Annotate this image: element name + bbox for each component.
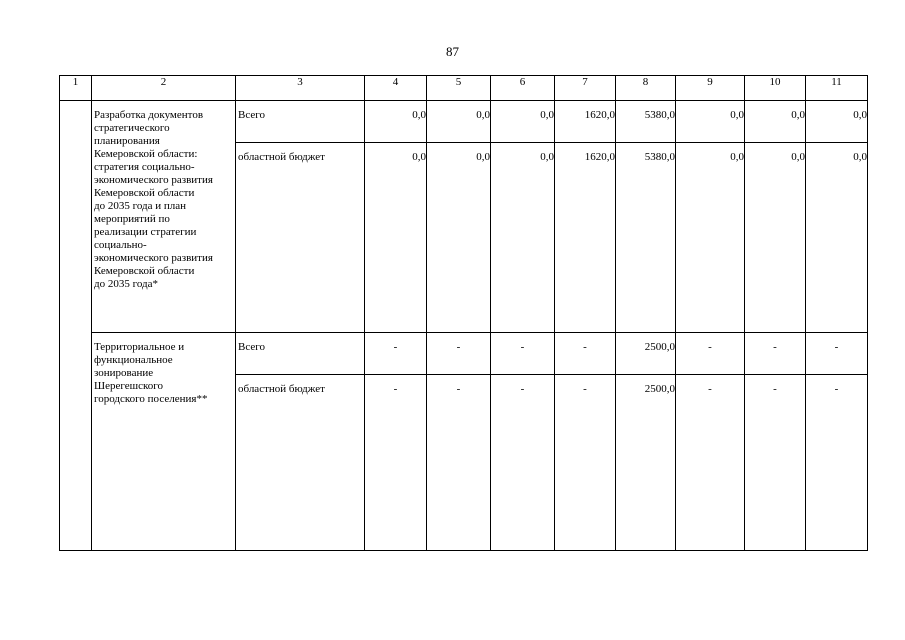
- name-line: экономического развития: [94, 252, 213, 264]
- value: 0,0: [412, 109, 426, 121]
- value: -: [520, 383, 525, 395]
- activity-name: [92, 101, 235, 291]
- value: -: [393, 341, 398, 353]
- value: 0,0: [853, 109, 867, 121]
- funding-source-cell: [236, 143, 365, 333]
- header-row: [60, 76, 868, 101]
- value-cell: [676, 333, 745, 375]
- value-cell: [491, 143, 555, 333]
- column-header: 4: [365, 76, 427, 101]
- value: 0,0: [476, 109, 490, 121]
- column-header: 6: [491, 76, 555, 101]
- value-cell: [365, 143, 427, 333]
- value: -: [456, 341, 461, 353]
- value: -: [834, 383, 839, 395]
- value-cell: [806, 101, 868, 143]
- value-cell: [676, 375, 745, 551]
- value: 1620,0: [584, 151, 615, 163]
- name-line: социально-: [94, 239, 147, 251]
- value-cell: [427, 375, 491, 551]
- name-line: до 2035 года*: [94, 278, 158, 290]
- value: -: [520, 341, 525, 353]
- value-cell: [745, 143, 806, 333]
- funding-source: Всего: [238, 341, 265, 353]
- value: 0,0: [540, 109, 554, 121]
- page-number: 87: [446, 44, 459, 59]
- value-cell: [806, 375, 868, 551]
- activity-name-cell: [92, 101, 236, 333]
- activity-name-cell: [92, 333, 236, 551]
- column-header: 7: [555, 76, 616, 101]
- value: -: [708, 383, 712, 395]
- name-line: Шерегешского: [94, 380, 163, 392]
- column-header: 2: [92, 76, 236, 101]
- funding-source: областной бюджет: [238, 383, 325, 395]
- column-header: 3: [236, 76, 365, 101]
- value-cell: [365, 101, 427, 143]
- value: 0,0: [791, 151, 805, 163]
- value-cell: [616, 101, 676, 143]
- column-header: 1: [60, 76, 92, 101]
- value-cell: [427, 333, 491, 375]
- value: 0,0: [540, 151, 554, 163]
- value: 5380,0: [644, 151, 675, 163]
- value-cell: [555, 101, 616, 143]
- value-cell: [365, 333, 427, 375]
- name-line: городского поселения**: [94, 393, 208, 405]
- value-cell: [427, 101, 491, 143]
- name-line: Кемеровской области: [94, 265, 195, 277]
- value: 0,0: [412, 151, 426, 163]
- value-cell: [555, 143, 616, 333]
- funding-source-cell: [236, 101, 365, 143]
- value: -: [834, 341, 839, 353]
- name-line: функциональное: [94, 354, 173, 366]
- value-cell: [676, 143, 745, 333]
- value: 2500,0: [644, 383, 675, 395]
- value: -: [773, 383, 777, 395]
- column-header: 11: [806, 76, 868, 101]
- value: -: [393, 383, 398, 395]
- column-header: 10: [745, 76, 806, 101]
- value: 0,0: [476, 151, 490, 163]
- name-line: зонирование: [94, 367, 154, 379]
- value-cell: [745, 375, 806, 551]
- column-header: 5: [427, 76, 491, 101]
- value-cell: [365, 375, 427, 551]
- funding-source-cell: [236, 375, 365, 551]
- value-cell: [616, 375, 676, 551]
- name-line: планирования: [94, 135, 160, 147]
- name-line: стратегического: [94, 122, 170, 134]
- column-header: 8: [616, 76, 676, 101]
- name-line: мероприятий по: [94, 213, 170, 225]
- value-cell: [427, 143, 491, 333]
- name-line: стратегия социально-: [94, 161, 195, 173]
- column-header: 9: [676, 76, 745, 101]
- value: 1620,0: [584, 109, 615, 121]
- funding-source: областной бюджет: [238, 151, 325, 163]
- value: 5380,0: [644, 109, 675, 121]
- value-cell: [555, 333, 616, 375]
- value: -: [456, 383, 461, 395]
- value: -: [583, 383, 587, 395]
- value: 2500,0: [644, 341, 675, 353]
- value: 0,0: [730, 151, 744, 163]
- activity-name: [92, 333, 235, 406]
- value-cell: [806, 333, 868, 375]
- value-cell: [491, 375, 555, 551]
- funding-source-cell: [236, 333, 365, 375]
- value-cell: [745, 101, 806, 143]
- funding-source: Всего: [238, 109, 265, 121]
- value-cell: [491, 101, 555, 143]
- table-row: [60, 101, 868, 143]
- value: 0,0: [730, 109, 744, 121]
- value: -: [708, 341, 712, 353]
- value: 0,0: [791, 109, 805, 121]
- index-cell: [60, 101, 92, 551]
- value: 0,0: [853, 151, 867, 163]
- budget-table: [59, 75, 868, 551]
- value-cell: [555, 375, 616, 551]
- value: -: [773, 341, 777, 353]
- value-cell: [806, 143, 868, 333]
- value-cell: [491, 333, 555, 375]
- value-cell: [616, 143, 676, 333]
- table-row: [60, 333, 868, 375]
- name-line: реализации стратегии: [94, 226, 197, 238]
- name-line: Территориальное и: [94, 341, 185, 353]
- value: -: [583, 341, 587, 353]
- name-line: экономического развития: [94, 174, 213, 186]
- value-cell: [676, 101, 745, 143]
- value-cell: [745, 333, 806, 375]
- name-line: Кемеровской области:: [94, 148, 198, 160]
- name-line: до 2035 года и план: [94, 200, 187, 212]
- value-cell: [616, 333, 676, 375]
- name-line: Кемеровской области: [94, 187, 195, 199]
- name-line: Разработка документов: [94, 109, 204, 121]
